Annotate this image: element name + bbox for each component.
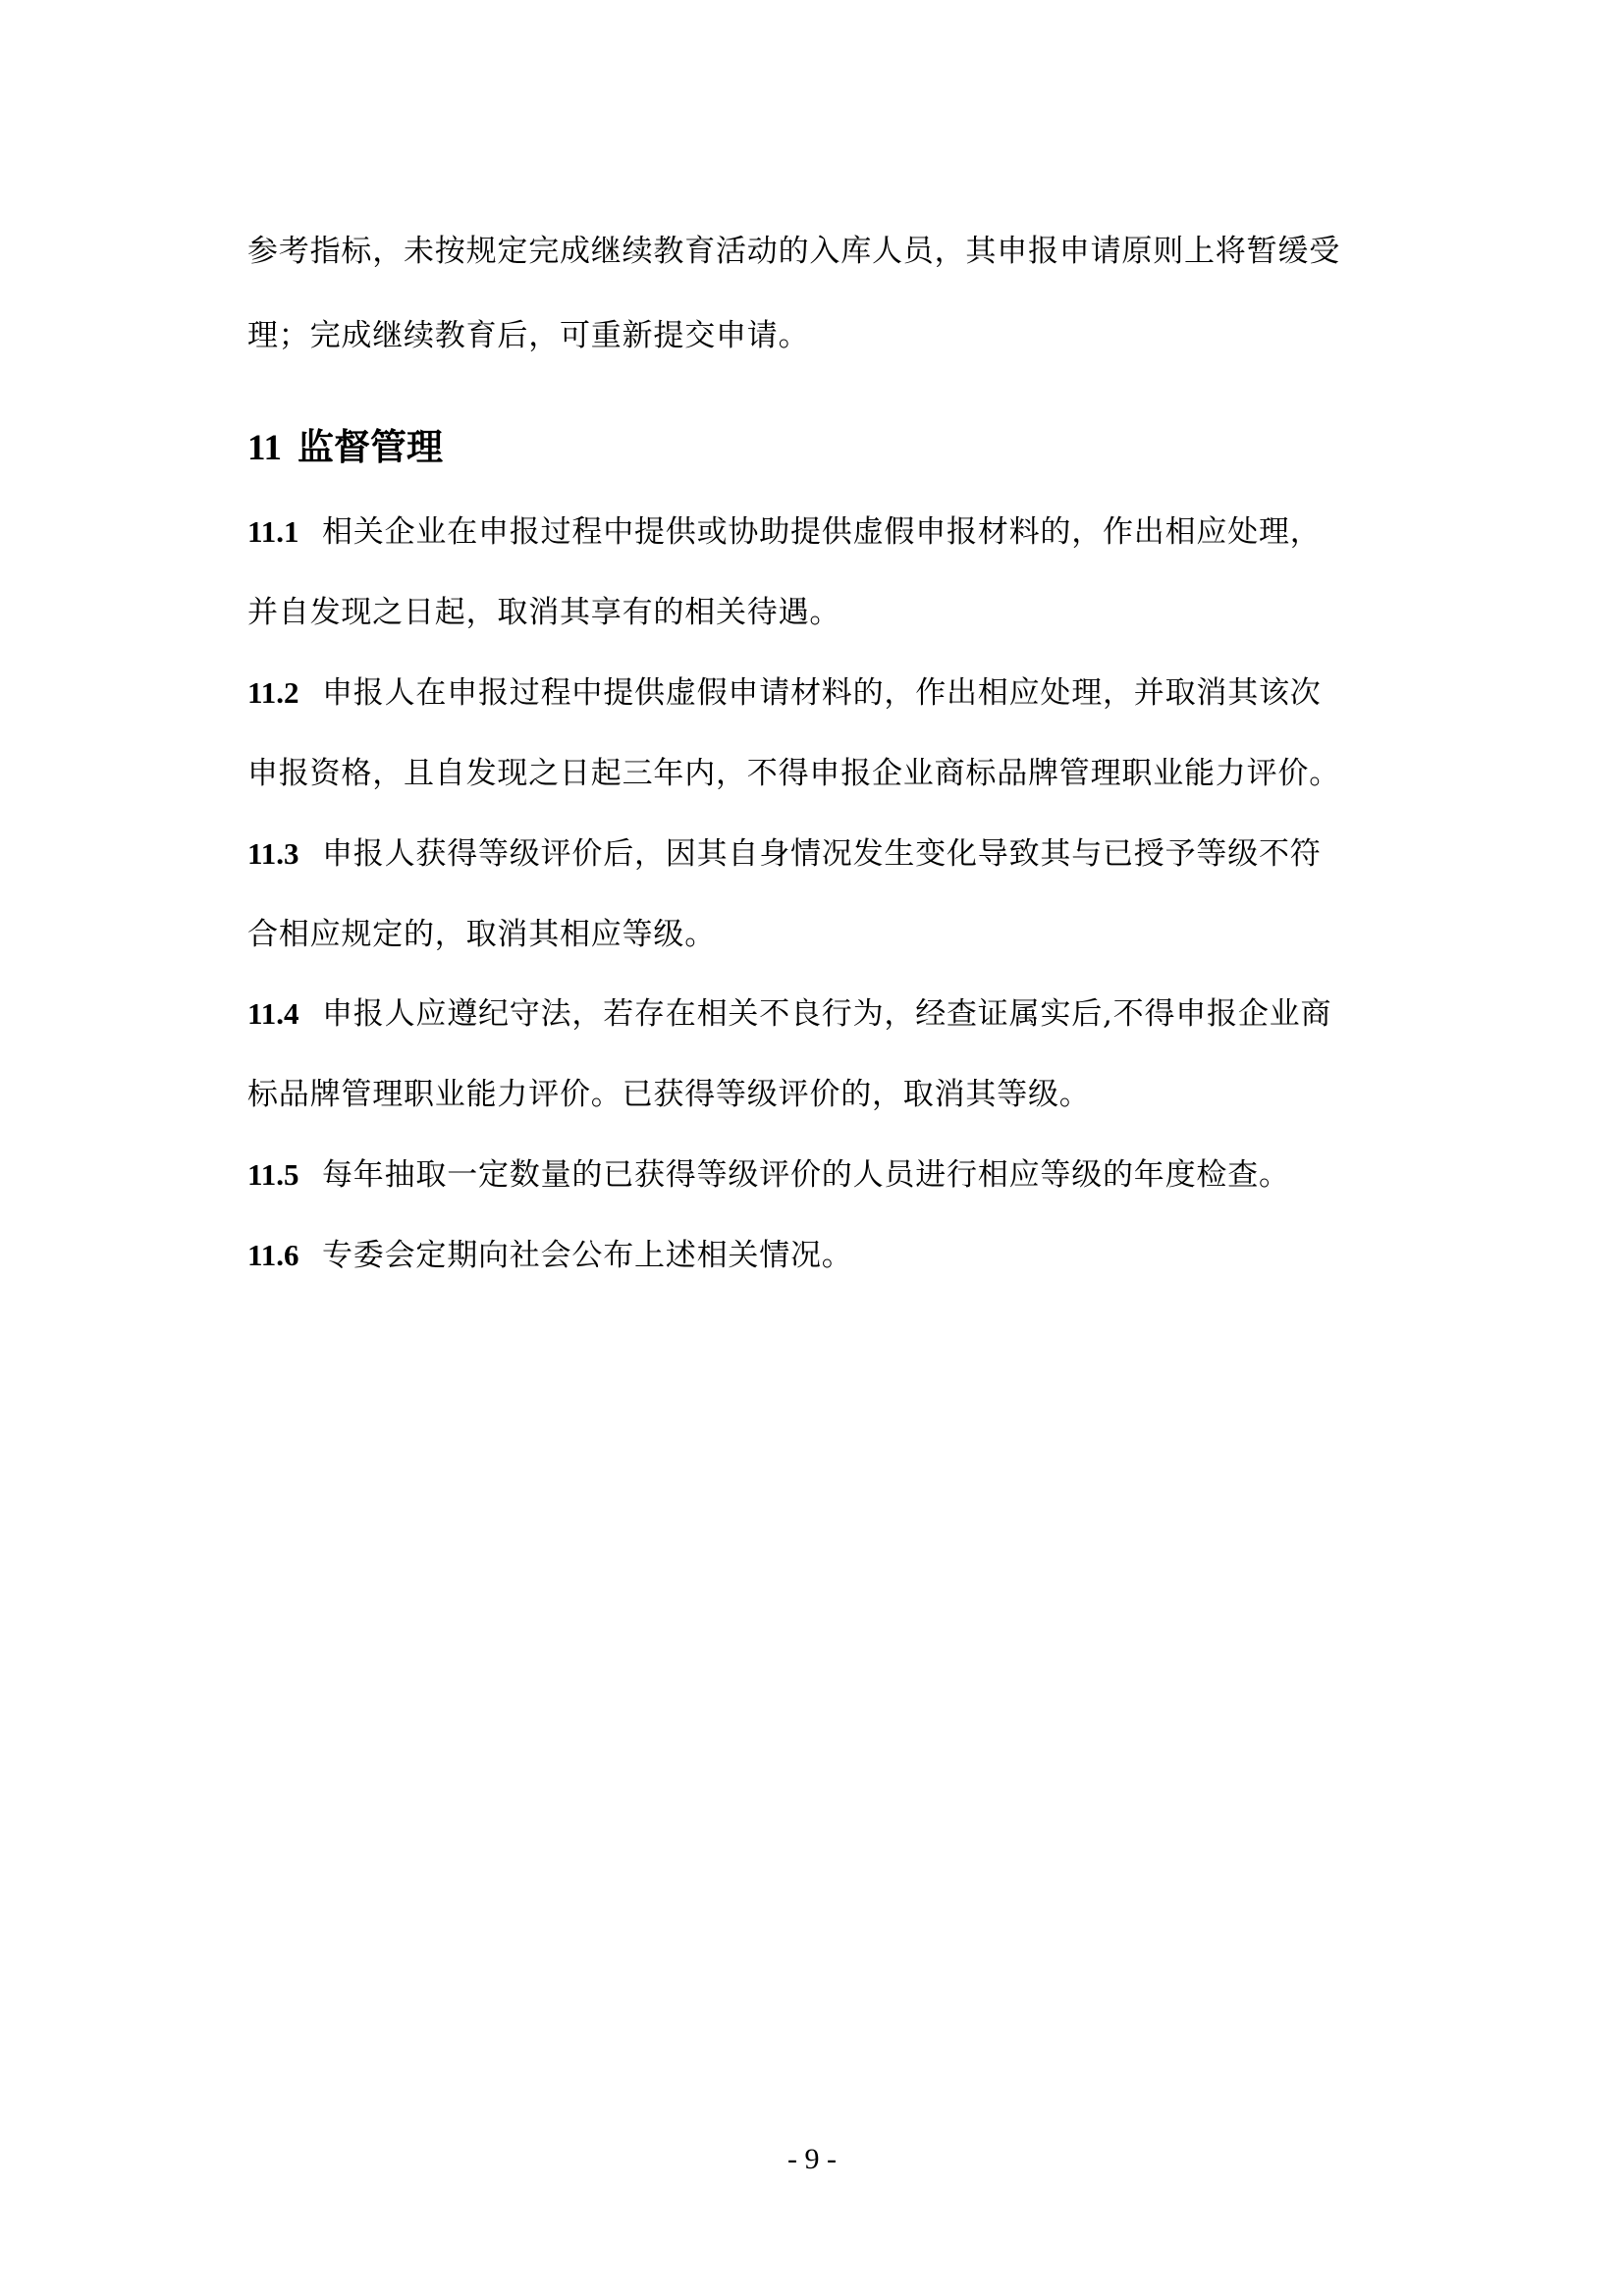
page-number: - 9 - [787,2143,837,2175]
clause-11-1-line-1 [247,512,1386,552]
clause-11-1-line-2: 并自发现之日起，取消其享有的相关待遇。 [247,595,841,630]
clause-number: 11.4 [247,996,299,1031]
clause-number: 11.1 [247,514,299,549]
clause-number: 11.6 [247,1238,299,1272]
clause-text: 申报人应遵纪守法，若存在相关不良行为，经查证属实后,不得申报企业商 [322,996,1332,1032]
clause-11-4-line-1 [247,994,1386,1034]
section-heading [247,424,443,472]
clause-text: 申报人在申报过程中提供虚假申请材料的，作出相应处理，并取消其该次 [322,675,1322,711]
clause-11-3-line-2: 合相应规定的，取消其相应等级。 [247,917,716,952]
clause-number: 11.5 [247,1157,299,1192]
clause-11-5-line-1 [247,1155,1386,1195]
clause-number: 11.3 [247,836,299,871]
clause-11-2-line-1 [247,673,1386,713]
intro-line-1: 参考指标，未按规定完成继续教育活动的入库人员，其申报申请原则上将暂缓受 [247,234,1340,269]
clause-11-3-line-1 [247,834,1386,874]
section-number: 11 [247,428,282,468]
clause-text: 每年抽取一定数量的已获得等级评价的人员进行相应等级的年度检查。 [322,1157,1290,1193]
clause-11-2-line-2: 申报资格，且自发现之日起三年内，不得申报企业商标品牌管理职业能力评价。 [247,756,1340,791]
clause-11-6-line-1 [247,1236,1386,1275]
intro-line-2: 理；完成继续教育后，可重新提交申请。 [247,318,810,353]
clause-text: 申报人获得等级评价后，因其自身情况发生变化导致其与已授予等级不符 [322,836,1322,872]
clause-text: 专委会定期向社会公布上述相关情况。 [322,1238,853,1273]
clause-text: 相关企业在申报过程中提供或协助提供虚假申报材料的，作出相应处理， [322,514,1322,550]
clause-number: 11.2 [247,675,299,710]
section-title: 监督管理 [297,426,443,468]
clause-11-4-line-2: 标品牌管理职业能力评价。已获得等级评价的，取消其等级。 [247,1077,1091,1112]
